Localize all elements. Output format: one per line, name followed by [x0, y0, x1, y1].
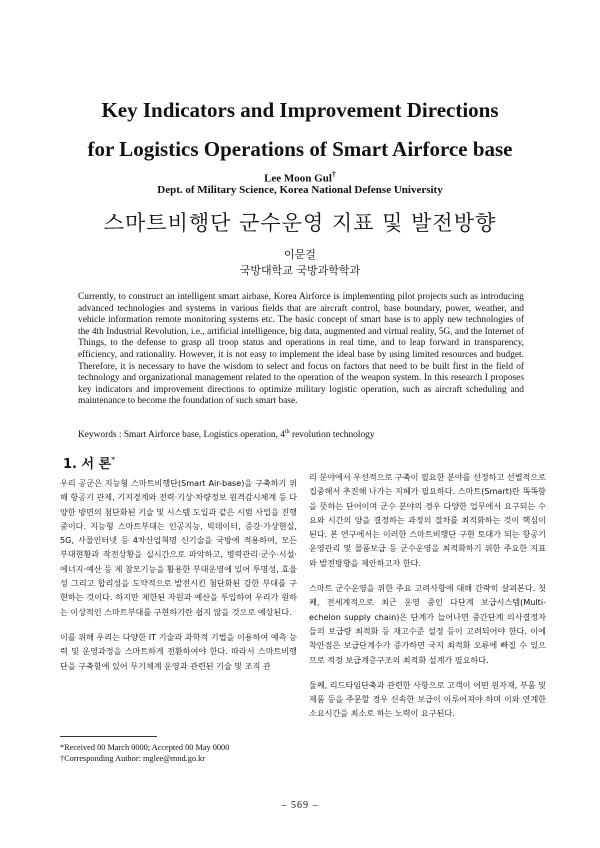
dept-en: Dept. of Military Science, Korea National Defense University — [157, 184, 443, 196]
author-en-name: Lee Moon Gul — [264, 172, 332, 185]
author-en — [0, 170, 600, 185]
left-paragraph: 우리 공군은 지능형 스마트비행단(Smart Air-base)을 구축하기 위해 항공기 관제, 기지경계와 전력·기상·차량정보 원격감시체계 등 다양한 방면의 첨단화된 기술 및 시스템 도입과 같은 시범 사업을 진행 중이다. 지능형 스마트부대는 인공지능, 빅데이터, 증강·가상현실, 5G, 사물인터넷 등 4차산업혁명 신기술을 국방에 적용하여, 모든 부대현황과 작전상황을 실시간으로 파악하고, 병력관리·군수·시설·에너지·예산 등 제 참모기능을 활용한 부대운영에 있어 투명성, 효율성 그리고 합리성을 도약적으로 발전시킨 첨단화된 강한 부대를 구현하는 것이다. 하지만 제한된 자원과 예산을 투입하여 우리가 원하는 이상적인 스마트부대를 구현하기란 쉽지 않을 것으로 예상된다. — [60, 478, 297, 617]
title-en-line1: Key Indicators and Improvement Directions — [101, 98, 499, 122]
section-heading — [63, 453, 115, 472]
right-paragraph: 둘째, 리드타임단축과 관련한 사항으로 고객이 어떤 원자재, 부품 및 제품 등을 주문할 경우 신속한 보급이 이루어져야 하며 이와 연계한 소요시간을 최소로 하는 노력이 요구된다. — [309, 679, 546, 719]
author-ko: 이문걸 — [284, 248, 316, 261]
left-paragraph: 이를 위해 우리는 다양한 IT 기술과 과학적 기법을 이용하여 예측 능력 및 운영과정을 스마트하게 전환하여야 한다. 따라서 스마트비행단을 구축함에 있어 무기체계 운영과 관련된 기술 및 조직 관 — [60, 631, 297, 671]
right-paragraph: 리 분야에서 우선적으로 구축이 필요한 분야를 선정하고 선별적으로 집중해서 추진해 나가는 지혜가 필요하다. 스마트(Smart)란 똑똑함을 뜻하는 단어이며 군수 분야의 경우 다양한 업무에서 요구되는 수요와 시간의 양을 결정하는 과정의 절차를 최적화하는 것이 핵심이 된다. 본 연구에서는 이러한 스마트비행단 구현 토대가 되는 항공기 운영관리 및 물품보급 등 군수운영을 최적화하기 위한 주요한 지표와 발전방향을 제안하고자 한다. — [309, 472, 546, 568]
right-column — [309, 470, 546, 732]
keywords-sup: th — [284, 429, 290, 435]
page-number: ‒ 569 ‒ — [281, 800, 319, 811]
right-paragraph: 스마트 군수운영을 위한 주요 고려사항에 대해 간략히 살펴본다. 첫째, 전세계적으로 최근 운영 중인 다단계 보급시스템(Multi-echelon supply chain)은 단계가 늘어나면 중간단계 의사결정자들의 보급량 최적화 등 재고수준 설정 등이 고려되어야 한다. 이에 착안점은 보급단계수가 증가하면 국지 최적화 오류에 빠질 수 있으므로 적정 보급계층구조의 최적화 설계가 필요하다. — [309, 583, 546, 665]
section-mark: * — [111, 455, 116, 465]
keywords-label: Keywords : — [78, 430, 124, 441]
keywords-text: Smart Airforce base, Logistics operation, 4 — [123, 430, 285, 441]
title-ko: 스마트비행단 군수운영 지표 및 발전방향 — [103, 211, 497, 235]
footnote-received: *Received 00 March 0000; Accepted 00 May 0000 — [60, 743, 230, 752]
dept-ko: 국방대학교 국방과학학과 — [239, 264, 361, 277]
abstract: Currently, to construct an intelligent smart airbase, Korea Airforce is implementing pilot projects such as introducing advanced technologies and systems in various fields that are aircraft control, base boundary, power, weather, and vehicle information remote monitoring systems etc. The basic concept of smart base is to apply new technologies of the 4th Industrial Revolution, i.e., artificial intelligence, big data, augmented and virtual reality, 5G, and the Internet of Things, to the defense to grasp all troop status and operations in real time, and to leap forward in transparency, efficiency, and rationality. However, it is not easy to implement the ideal base by using limited resources and budget. Therefore, it is necessary to have the wisdom to select and focus on factors that need to be built first in the field of technology and organizational management related to the operation of the weapon system. In this research I proposes key indicators and improvement directions to optimize military logistic operation, such as aircraft scheduling and maintenance to become the foundation of such smart base. — [78, 292, 524, 407]
title-en-line2: for Logistics Operations of Smart Airforce base — [87, 137, 513, 161]
footnote-divider — [60, 736, 157, 737]
section-title: 1. 서 론 — [63, 457, 112, 472]
author-mark: † — [331, 170, 336, 179]
keywords — [78, 429, 538, 440]
left-column — [60, 476, 297, 684]
keywords-tail: revolution technology — [289, 430, 375, 441]
footnote-corresponding: †Corresponding Author: mglee@mnd.go.kr — [60, 754, 205, 763]
